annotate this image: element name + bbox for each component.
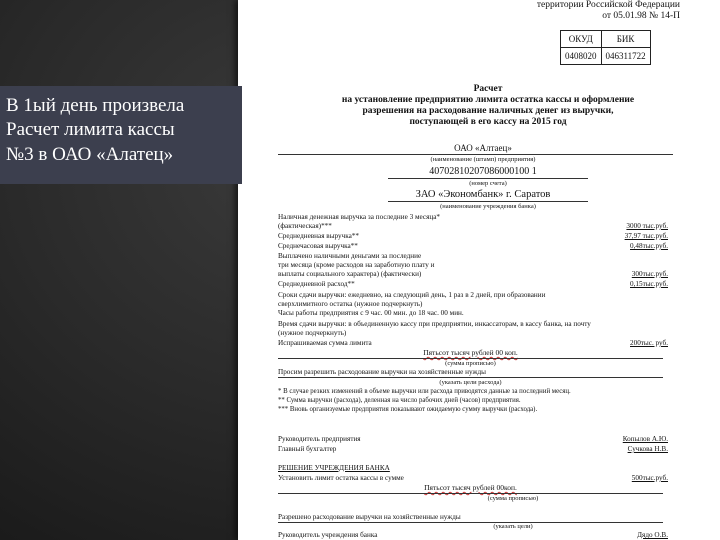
signature-name: Копылов А.Ю. <box>622 435 668 443</box>
callout-line: Расчет лимита кассы <box>6 119 175 141</box>
bank-words-line <box>278 493 663 494</box>
limit-in-words: Пятьсот тысяч рублей 00 коп. <box>423 348 518 357</box>
limit-words-line <box>278 358 663 359</box>
bik-label: БИК <box>601 31 650 48</box>
row-label: три месяца (кроме расходов на заработную плату и <box>278 261 435 269</box>
row-label: Выплачено наличными деньгами за последние <box>278 252 422 260</box>
account-caption: (номер счета) <box>469 180 507 187</box>
request-text: Просим разрешить расходование выручки на хозяйственные нужды <box>278 368 486 376</box>
bank-permit: Разрешено расходование выручки на хозяйственные нужды <box>278 513 461 521</box>
row-label: выплаты социального характера) (фактически) <box>278 270 422 278</box>
signature-name: Сучкова Н.В. <box>627 445 668 453</box>
callout-box <box>0 86 242 184</box>
document-header <box>537 0 680 23</box>
document-title <box>278 84 698 128</box>
row-value: 3000 тыс.руб. <box>626 222 668 230</box>
org-name-caption: (наименование (штамп) предприятия) <box>430 156 536 163</box>
limit-words-caption: (сумма прописью) <box>445 360 496 367</box>
bank-name: ЗАО «Экономбанк» г. Саратов <box>415 189 551 200</box>
row-value: 0,15тыс.руб. <box>630 280 668 288</box>
bank-head-role: Руководитель учреждения банка <box>278 531 378 539</box>
row-label: Среднедневной расход** <box>278 280 355 288</box>
request-caption: (указать цели расхода) <box>439 379 502 386</box>
row-label: Сроки сдачи выручки: ежедневно, на следующий день, 1 раз в 2 дней, при образовании <box>278 291 546 299</box>
bank-caption: (наименование учреждения банка) <box>440 203 536 210</box>
bank-limit-words: Пятьсот тысяч рублей 00коп. <box>424 483 517 492</box>
row-label: Часы работы предприятия с 9 час. 00 мин. до 18 час. 00 мин. <box>278 309 464 317</box>
callout-line: В 1ый день произвела <box>6 95 185 116</box>
okud-value: 0408020 <box>561 48 602 65</box>
row-label: Среднечасовая выручка** <box>278 242 358 250</box>
org-name-line <box>278 154 673 155</box>
bank-limit-value: 500тыс.руб. <box>631 474 668 482</box>
title-line-4: поступающей в его кассу на 2015 год <box>409 116 567 127</box>
callout-line: №3 в ОАО «Алатец» <box>6 143 174 165</box>
title-line-1: Расчет <box>473 84 503 94</box>
document-page <box>238 0 720 540</box>
org-name: ОАО «Алтаец» <box>454 143 512 153</box>
row-label: Среднедневная выручка** <box>278 232 359 240</box>
row-value: 37,97 тыс.руб. <box>624 232 668 240</box>
row-label: (фактическая)*** <box>278 222 332 230</box>
okud-label: ОКУД <box>561 31 602 48</box>
codes-table <box>560 30 651 65</box>
bik-value: 046311722 <box>601 48 650 65</box>
row-label: Наличная денежная выручка за последние 3 месяца* <box>278 213 441 221</box>
footnote: ** Сумма выручки (расхода), деленная на число рабочих дней (часов) предприятия. <box>278 397 521 404</box>
header-date-line: от 05.01.98 № 14-П <box>602 11 680 22</box>
request-line <box>278 377 663 378</box>
bank-head-name: Дядо О.В. <box>637 531 668 539</box>
bank-words-caption: (сумма прописью) <box>487 495 539 502</box>
title-line-3: разрешения на расходование наличных денег из выручки, <box>362 105 614 116</box>
row-label: сверхлимитного остатка (нужное подчеркнуть) <box>278 300 423 308</box>
bank-decision-heading: РЕШЕНИЕ УЧРЕЖДЕНИЯ БАНКА <box>278 464 390 472</box>
footnote: * В случае резких изменений в объеме выручки или расхода приводятся данные за последний месяц. <box>278 388 571 395</box>
row-label: Испрашиваемая сумма лимита <box>278 339 372 347</box>
footnote: *** Вновь организуемые предприятия показывают ожидаемую сумму выручки (расхода). <box>278 406 538 413</box>
header-top-line: территории Российской Федерации <box>536 0 680 10</box>
title-line-2: на установление предприятию лимита остатка кассы и оформление <box>341 94 635 105</box>
row-label: (нужное подчеркнуть) <box>278 329 347 337</box>
signature-role: Главный бухгалтер <box>278 445 337 453</box>
account-number: 40702810207086000100 1 <box>429 166 537 177</box>
signature-role: Руководитель предприятия <box>278 435 361 443</box>
account-line <box>388 178 588 179</box>
bank-permit-caption: (указать цели) <box>493 523 533 530</box>
row-label: Время сдачи выручки: в объединенную кассу при предприятии, инкассаторам, в кассу банка, на почту <box>278 320 591 328</box>
bank-limit-label: Установить лимит остатка кассы в сумме <box>278 474 404 482</box>
row-value: 300тыс.руб. <box>631 270 668 278</box>
row-value: 200тыс. руб. <box>630 339 668 347</box>
bank-line <box>388 201 588 202</box>
row-value: 0,48тыс.руб. <box>630 242 668 250</box>
